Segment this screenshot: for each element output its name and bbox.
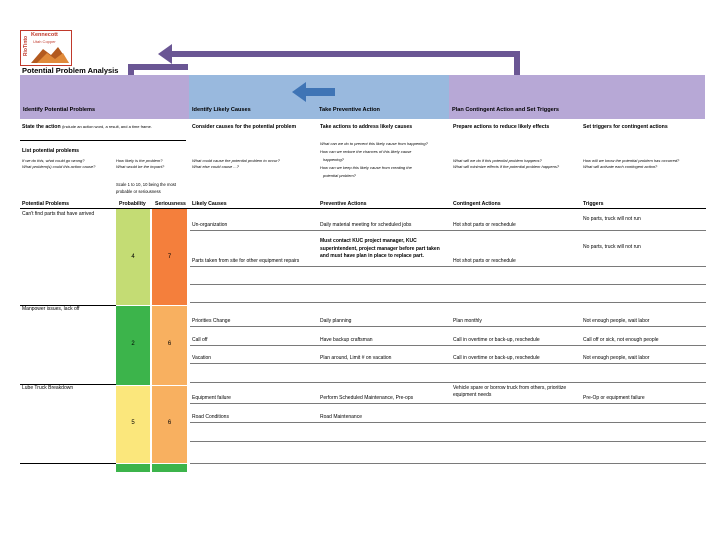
col-preventive: Preventive Actions <box>320 201 367 207</box>
take-actions: Take actions to address likely causes <box>320 124 413 130</box>
logo-side-label: RioTinto <box>23 35 29 57</box>
list-problems: List potential problems <box>22 148 80 154</box>
page-title: Potential Problem Analysis <box>22 66 119 75</box>
divider <box>20 140 186 141</box>
cause-cell: Priorities Change <box>192 318 231 324</box>
preventive-cell: Have backup craftsman <box>320 337 373 343</box>
seriousness-value: 6 <box>167 420 172 426</box>
consider-causes: Consider causes for the potential problem <box>192 124 297 130</box>
question-impact: What would be the impact? <box>116 164 165 169</box>
preventive-cell: Daily material meeting for scheduled jobs <box>320 222 412 228</box>
preventive-cell: Daily planning <box>320 318 352 324</box>
stage-preventive-action <box>316 75 449 119</box>
logo-brand: Kennecott <box>31 32 58 38</box>
question-likely: How likely is the problem? <box>116 158 163 163</box>
trigger-cell: Call off or sick, not enough people <box>583 337 659 343</box>
scale-note-1: Scale 1 to 10, 10 being the most <box>116 182 177 187</box>
seriousness-value: 7 <box>167 254 172 260</box>
seriousness-value: 6 <box>167 341 172 347</box>
trigger-cell: No parts, truck will not run <box>583 216 641 222</box>
cause-cell: Parts taken from site for other equipment repairs <box>192 258 300 264</box>
set-triggers: Set triggers for contingent actions <box>583 124 668 130</box>
probability-block-footer <box>116 464 150 472</box>
question-trigger-2: What will activate each contingent action? <box>583 164 658 169</box>
cause-cell: Un-organization <box>192 222 228 228</box>
col-problems: Potential Problems <box>22 201 69 207</box>
stage-label: Identify Likely Causes <box>192 107 251 113</box>
cause-cell: Equipment failure <box>192 395 231 401</box>
stage-label: Take Preventive Action <box>319 107 380 113</box>
contingent-cell: Hot shot parts or reschedule <box>453 258 516 264</box>
stage-contingent-action <box>449 75 705 119</box>
question-prevent-1: What can we do to prevent this likely cause from happening? <box>320 141 428 146</box>
probability-value: 2 <box>131 341 135 347</box>
block-divider <box>20 305 116 306</box>
question-prevent-3: happening? <box>323 157 344 162</box>
question-prevent-4: How can we keep this likely cause from creating the <box>320 165 412 170</box>
col-causes: Likely Causes <box>192 201 227 207</box>
trigger-cell: Not enough people, wait labor <box>583 355 650 361</box>
preventive-cell: Plan around, Limit # on vacation <box>320 355 392 361</box>
trigger-cell: No parts, truck will not run <box>583 244 641 250</box>
logo-sub: Utah Copper <box>33 39 56 44</box>
scale-note-2: probable or seriousness <box>116 189 161 194</box>
block-divider <box>20 384 116 385</box>
cause-cell: Call off <box>192 337 208 343</box>
block-divider <box>20 463 116 464</box>
state-action: State the action (include an action word, a result, and a time frame. <box>22 124 152 130</box>
company-logo <box>20 30 72 66</box>
col-seriousness: Seriousness <box>155 201 186 207</box>
question-wrong: If we do this, what could go wrong? <box>22 158 85 163</box>
col-triggers: Triggers <box>583 201 604 207</box>
problem-name: Can't find parts that have arrived <box>22 211 95 217</box>
preventive-cell: Perform Scheduled Maintenance, Pre-ops <box>320 395 414 401</box>
question-causes-2: What else could cause ...? <box>192 164 239 169</box>
question-trigger-1: How will we know the potential problem has occurred? <box>583 158 680 163</box>
question-cause: What problem(s) could this action cause? <box>22 164 96 169</box>
cause-cell: Road Conditions <box>192 414 229 420</box>
preventive-cell: Road Maintenance <box>320 414 362 420</box>
problem-name: Lube Truck Breakdown <box>22 385 74 391</box>
question-prevent-2: How can we reduce the chances of this likely cause <box>320 149 412 154</box>
contingent-cell: Vehicle spare or borrow truck from others, prioritize equipment needs <box>453 385 567 398</box>
cause-cell: Vacation <box>192 355 212 361</box>
prepare-actions: Prepare actions to reduce likely effects <box>453 124 550 130</box>
stage-label: Plan Contingent Action and Set Triggers <box>452 107 560 113</box>
contingent-cell: Plan monthly <box>453 318 482 324</box>
stage-label: Identify Potential Problems <box>23 107 96 113</box>
question-prevent-5: potential problem? <box>323 173 356 178</box>
problem-name: Manpower issues, lack off <box>22 306 80 312</box>
stage-identify-problems <box>20 75 189 119</box>
probability-value: 5 <box>131 420 135 426</box>
contingent-cell: Call in overtime or back-up, reschedule <box>453 337 540 343</box>
preventive-cell: Must contact KUC project manager, KUC superintendent, project manager before part taken and must have plan in place to replace part. <box>320 238 440 259</box>
trigger-cell: Not enough people, wait labor <box>583 318 650 324</box>
question-contingent-2: What will minimize effects if the potential problem happens? <box>453 164 560 169</box>
trigger-cell: Pre-Op or equipment failure <box>583 395 645 401</box>
mountain-icon <box>31 45 69 63</box>
question-causes-1: What could cause the potential problem to occur? <box>192 158 280 163</box>
contingent-cell: Call in overtime or back-up, reschedule <box>453 355 540 361</box>
seriousness-block-footer <box>152 464 187 472</box>
probability-value: 4 <box>131 254 135 260</box>
col-contingent: Contingent Actions <box>453 201 501 207</box>
question-contingent-1: What will we do if this potential problem happens? <box>453 158 542 163</box>
contingent-cell: Hot shot parts or reschedule <box>453 222 516 228</box>
col-probability: Probability <box>119 201 146 207</box>
